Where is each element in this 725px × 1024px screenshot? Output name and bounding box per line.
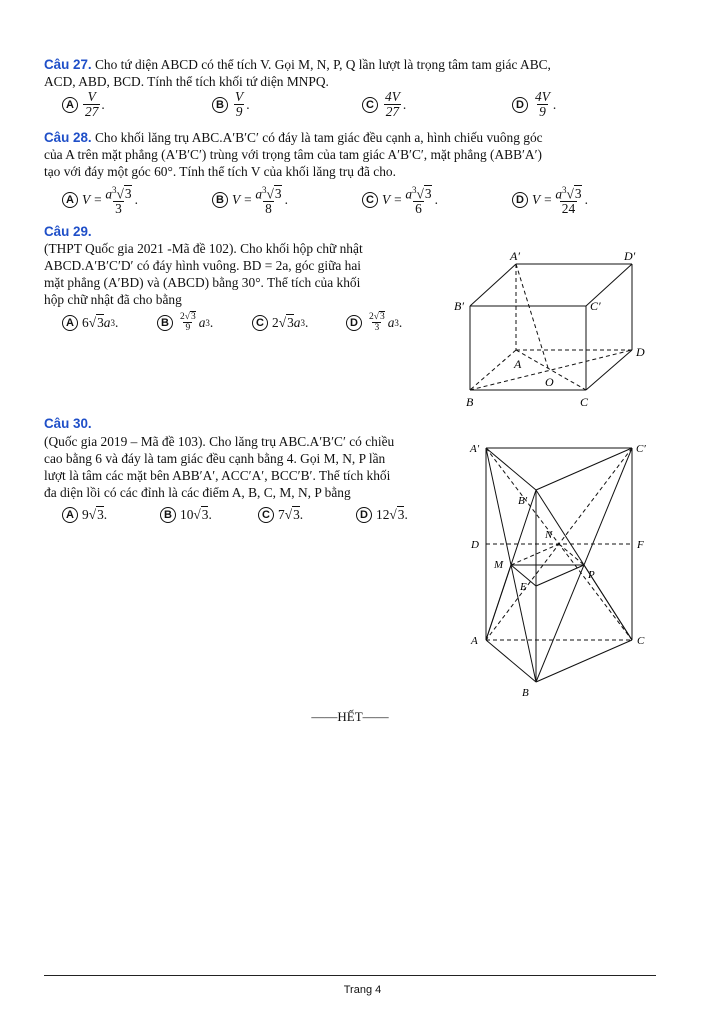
label-C-prime: C′	[590, 299, 601, 313]
label-A: A	[471, 635, 478, 647]
q28-option-a[interactable]: A V = $\frac{a^3√3}{3}$ .	[62, 183, 138, 216]
label-P: P	[588, 569, 595, 581]
label-D-prime: D′	[624, 249, 636, 263]
option-letter: D	[512, 97, 528, 113]
option-fraction: $\frac{4V}{27}$	[385, 89, 400, 119]
label-E: E	[520, 581, 527, 593]
option-letter: A	[62, 97, 78, 113]
label-A-prime: A′	[470, 443, 480, 455]
option-fraction: $\frac{2√3}{9}$	[180, 312, 196, 333]
option-letter: C	[258, 507, 274, 523]
page-number: Trang 4	[343, 984, 382, 996]
q29-line3: mặt phẳng (A′BD) và (ABCD) bằng 30°. Thể tích của khối	[44, 275, 361, 290]
option-prefix: V =	[232, 191, 253, 207]
q30-line4: đa diện lồi có các đỉnh là các điểm A, B, C, M, N, P bằng	[44, 485, 351, 500]
option-fraction: $\frac{2√3}{3}$	[369, 312, 385, 333]
q28-option-d[interactable]: D V = $\frac{a^3√3}{24}$ .	[512, 183, 588, 216]
q29-option-d[interactable]: D $\frac{2√3}{3}$ a 3 .	[346, 312, 402, 333]
q29-option-a[interactable]: A 6 √ 3 a 3 .	[62, 314, 118, 331]
q30-label: Câu 30.	[44, 416, 92, 431]
label-A: A	[514, 357, 522, 371]
q27-line1	[44, 57, 551, 73]
q28-line1	[44, 130, 543, 146]
label-B-prime: B′	[454, 299, 464, 313]
label-N: N	[545, 529, 553, 541]
q30-option-c[interactable]: C 7 √ 3 .	[258, 506, 303, 523]
q27-option-d[interactable]: D $\frac{4V}{9}$ .	[512, 90, 556, 119]
q29-option-b[interactable]: B $\frac{2√3}{9}$ a 3 .	[157, 312, 213, 333]
label-C-prime: C′	[636, 443, 646, 455]
label-B-prime: B′	[518, 495, 528, 507]
q28-line2: của A trên mặt phẳng (A′B′C′) trùng với trọng tâm của tam giác A′B′C′, mặt phẳng (ABB′A′)	[44, 147, 542, 162]
q28-label: Câu 28.	[44, 130, 92, 145]
label-A-prime: A′	[510, 249, 520, 263]
option-fraction: $\frac{4V}{9}$	[535, 89, 550, 119]
option-prefix: V =	[82, 191, 103, 207]
label-C: C	[637, 635, 645, 647]
option-letter: A	[62, 507, 78, 523]
option-letter: B	[160, 507, 176, 523]
q28-option-c[interactable]: C V = $\frac{a^3√3}{6}$ .	[362, 183, 438, 216]
option-letter: A	[62, 315, 78, 331]
option-fraction: $\frac{V}{27}$	[85, 89, 99, 119]
option-letter: C	[362, 97, 378, 113]
footer-divider	[44, 975, 656, 976]
option-fraction: $\frac{a^3√3}{3}$	[105, 185, 132, 217]
option-fraction: $\frac{V}{9}$	[235, 89, 244, 119]
option-letter: B	[157, 315, 173, 331]
q27-text-1: Cho tứ diện ABCD có thể tích V. Gọi M, N, P, Q lần lượt là trọng tâm tam giác ABC,	[95, 57, 551, 72]
q29-line4: hộp chữ nhật đã cho bằng	[44, 292, 182, 307]
option-letter: D	[346, 315, 362, 331]
end-marker: ——HẾT——	[311, 709, 389, 724]
option-fraction: $\frac{a^3√3}{8}$	[255, 185, 282, 217]
q29-option-c[interactable]: C 2 √ 3 a 3 .	[252, 314, 308, 331]
q29-label: Câu 29.	[44, 224, 92, 239]
q27-option-c[interactable]: C $\frac{4V}{27}$ .	[362, 90, 406, 119]
option-letter: C	[252, 315, 268, 331]
option-letter: B	[212, 192, 228, 208]
option-fraction: $\frac{a^3√3}{6}$	[405, 185, 432, 217]
q28-line3: tạo với đáy một góc 60°. Tính thể tích V của khối lăng trụ đã cho.	[44, 164, 396, 179]
q30-line3: lượt là tâm các mặt bên ABB′A′, ACC′A′, BCC′B′. Thể tích khối	[44, 468, 391, 483]
q30-line2: cao bằng 6 và đáy là tam giác đều cạnh bằng 4. Gọi M, N, P lần	[44, 451, 386, 466]
q27-option-b[interactable]: B $\frac{V}{9}$ .	[212, 90, 250, 119]
q29-box-figure	[450, 240, 660, 412]
q30-option-b[interactable]: B 10 √ 3 .	[160, 506, 212, 523]
q30-line1: (Quốc gia 2019 – Mã đề 103). Cho lăng trụ ABC.A′B′C′ có chiều	[44, 434, 395, 449]
option-prefix: V =	[532, 191, 553, 207]
q28-option-b[interactable]: B V = $\frac{a^3√3}{8}$ .	[212, 183, 288, 216]
q27-line2: ACD, ABD, BCD. Tính thể tích khối tứ diện MNPQ.	[44, 74, 329, 89]
label-B: B	[522, 687, 529, 699]
q30-option-a[interactable]: A 9 √ 3 .	[62, 506, 107, 523]
label-D: D	[636, 345, 645, 359]
option-letter: B	[212, 97, 228, 113]
option-letter: D	[512, 192, 528, 208]
option-fraction: $\frac{a^3√3}{24}$	[555, 185, 582, 217]
label-M: M	[494, 559, 504, 571]
label-D: D	[471, 539, 479, 551]
option-letter: A	[62, 192, 78, 208]
q30-prism-figure	[462, 436, 662, 704]
option-prefix: V =	[382, 191, 403, 207]
q28-text-1: Cho khối lăng trụ ABC.A′B′C′ có đáy là tam giác đều cạnh a, hình chiếu vuông góc	[95, 130, 543, 145]
q29-line2: ABCD.A′B′C′D′ có đáy hình vuông. BD = 2a, góc giữa hai	[44, 258, 362, 273]
q30-option-d[interactable]: D 12 √ 3 .	[356, 506, 408, 523]
label-O: O	[545, 375, 554, 389]
label-F: F	[637, 539, 644, 551]
q27-label: Câu 27.	[44, 57, 92, 72]
label-C: C	[580, 395, 589, 409]
option-letter: C	[362, 192, 378, 208]
label-B: B	[466, 395, 474, 409]
q29-line1: (THPT Quốc gia 2021 -Mã đề 102). Cho khối hộp chữ nhật	[44, 241, 363, 256]
q27-option-a[interactable]: A $\frac{V}{27}$ .	[62, 90, 105, 119]
option-letter: D	[356, 507, 372, 523]
